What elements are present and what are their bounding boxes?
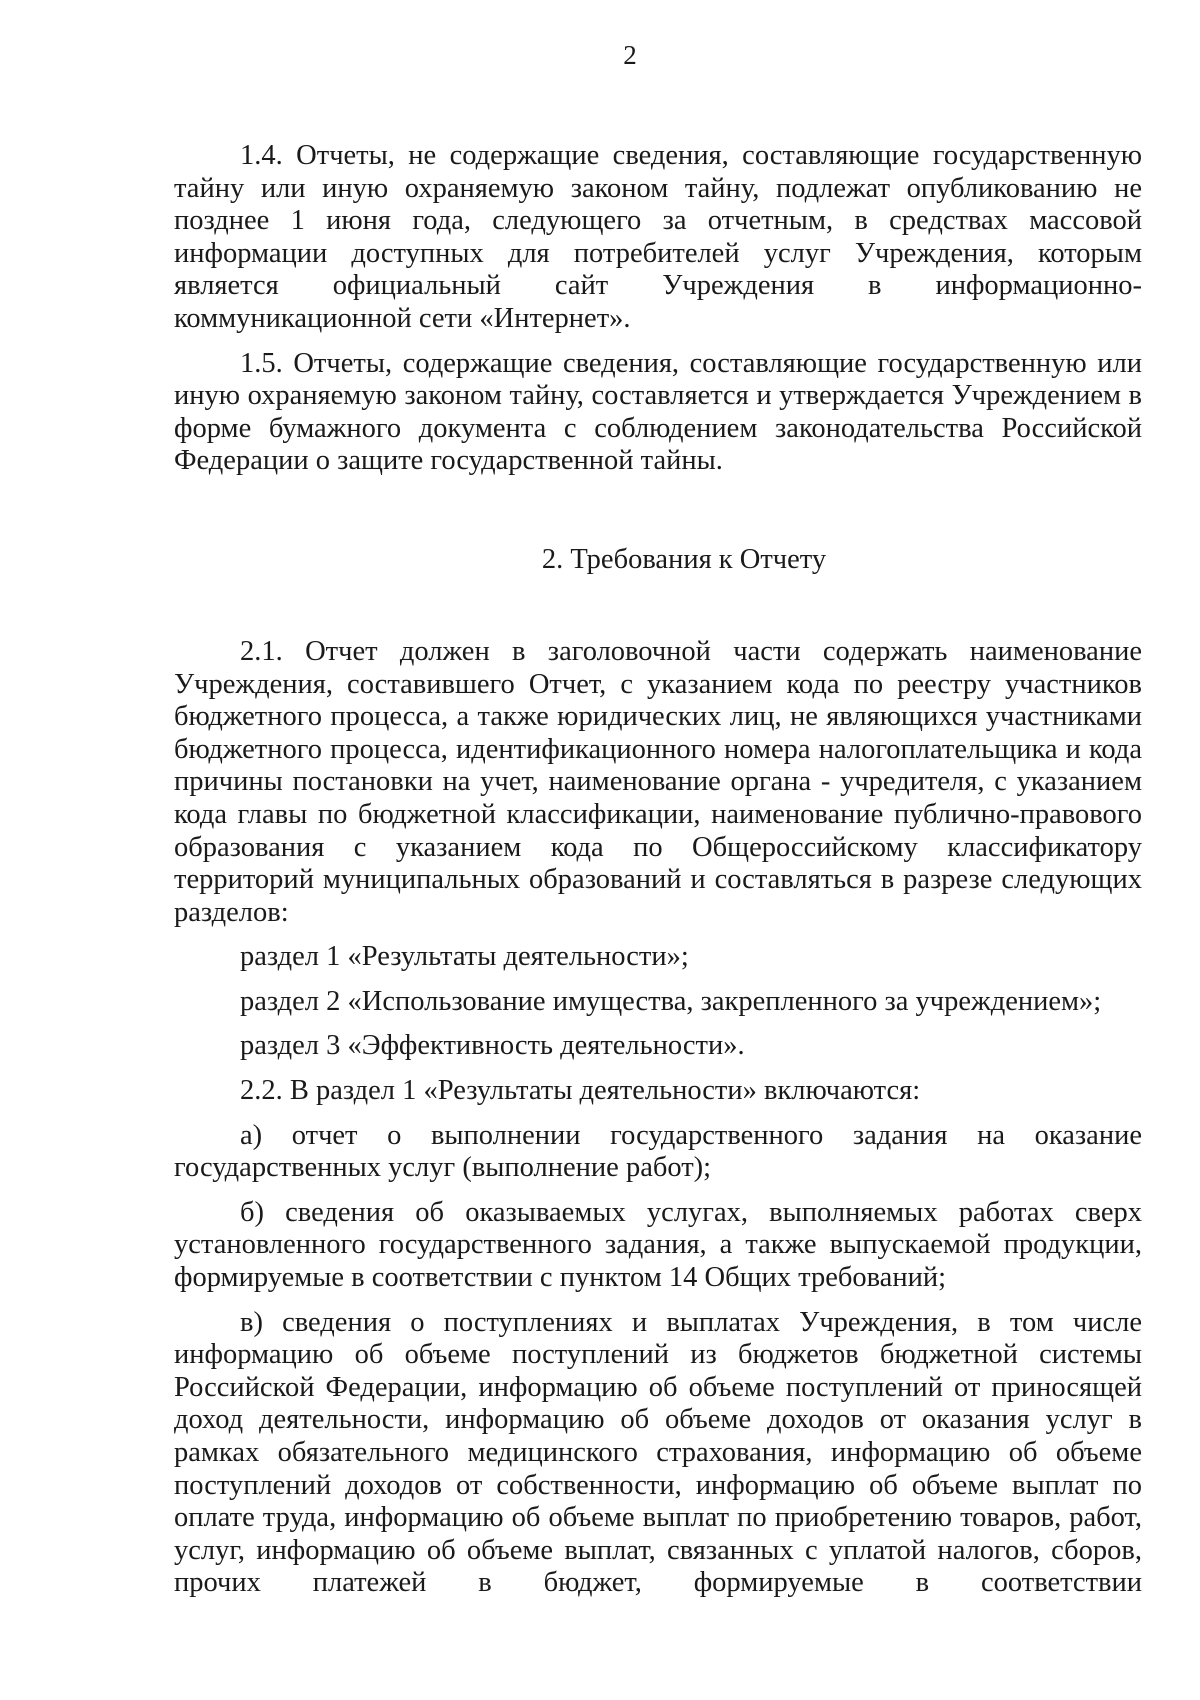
page-number: 2 <box>623 40 637 70</box>
paragraph-1-4: 1.4. Отчеты, не содержащие сведения, составляющие государственную тайну или иную охраняемую законом тайну, подлежат опубликованию не позднее 1 июня года, следующего за отчетным, в средствах массовой информации доступных для потребителей услуг Учреждения, которым является официальный сайт Учреждения в информационно-коммуникационной сети «Интернет». <box>174 140 1142 334</box>
list-item-a: а) отчет о выполнении государственного задания на оказание государственных услуг (выполнение работ); <box>174 1119 1142 1184</box>
list-item-b: б) сведения об оказываемых услугах, выполняемых работах сверх установленного государственного задания, а также выпускаемой продукции, формируемые в соответствии с пунктом 14 Общих требований; <box>174 1196 1142 1294</box>
list-item-section-1: раздел 1 «Результаты деятельности»; <box>240 941 689 973</box>
document-body <box>174 140 1142 1600</box>
list-item-v: в) сведения о поступлениях и выплатах Учреждения, в том числе информацию об объеме поступлений из бюджетов бюджетной системы Российской Федерации, информацию об объеме поступлений от приносящей доход деятельности, информацию об объеме доходов от оказания услуг в рамках обязательного медицинского страхования, информацию об объеме поступлений доходов от собственности, информацию об объеме выплат по оплате труда, информацию об объеме выплат по приобретению товаров, работ, услуг, информацию об объеме выплат, связанных с уплатой налогов, сборов, прочих платежей в бюджет, формируемые в соответствии <box>174 1306 1142 1599</box>
section-heading: 2. Требования к Отчету <box>541 543 827 575</box>
list-item-section-3: раздел 3 «Эффективность деятельности». <box>240 1030 745 1062</box>
paragraph-2-1: 2.1. Отчет должен в заголовочной части содержать наименование Учреждения, составившего Отчет, с указанием кода по реестру участников бюджетного процесса, а также юридических лиц, не являющихся участниками бюджетного процесса, идентификационного номера налогоплательщика и кода причины постановки на учет, наименование органа - учредителя, с указанием кода главы по бюджетной классификации, наименование публично-правового образования с указанием кода по Общероссийскому классификатору территорий муниципальных образований и составляться в разрезе следующих разделов: <box>174 635 1142 928</box>
list-item-section-2: раздел 2 «Использование имущества, закрепленного за учреждением»; <box>240 985 1102 1017</box>
paragraph-2-2: 2.2. В раздел 1 «Результаты деятельности» включаются: <box>240 1075 921 1107</box>
paragraph-1-5: 1.5. Отчеты, содержащие сведения, составляющие государственную или иную охраняемую законом тайну, составляется и утверждается Учреждением в форме бумажного документа с соблюдением законодательства Российской Федерации о защите государственной тайны. <box>174 347 1142 477</box>
